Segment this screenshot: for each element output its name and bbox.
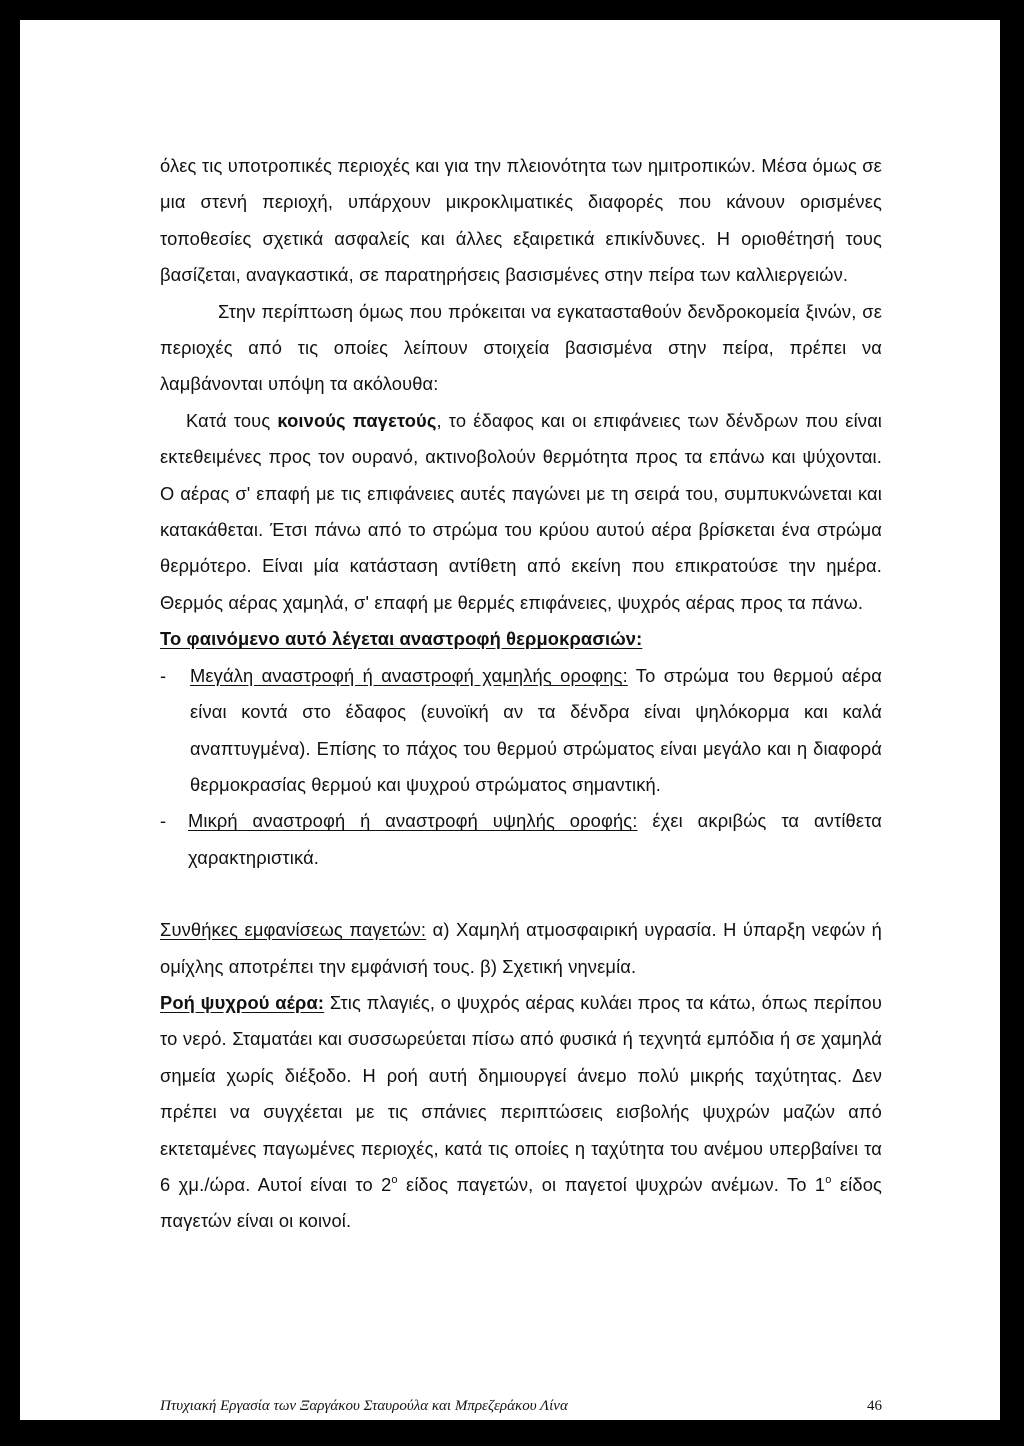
cold-air-flow-text-2: είδος παγετών, οι παγετοί ψυχρών ανέμων. Το 1: [397, 1173, 826, 1195]
paragraph-3-body: , το έδαφος και οι επιφάνειες των δένδρων που είναι εκτεθειμένες προς τον ουρανό, ακτινοβολούν θερμότητα προς τα επάνω και ψύχονται. Ο αέρας σ' επαφή με τις επιφάνειες αυτές παγώνει με τη σειρά του, συμπυκνώνεται και κατακάθεται. Έτσι πάνω από το στρώμα του κρύου αυτού αέρα βρίσκεται ένα στρώμα θερμότερο. Είναι μία κατάσταση αντίθετη από εκείνη που επικρατούσε την ημέρα. Θερμός αέρας χαμηλά, σ' επαφή με θερμές επιφάνειες, ψυχρός αέρας προς τα πάνω.: [160, 409, 883, 613]
paragraph-3: [160, 403, 882, 621]
bullet-item-2: [160, 803, 882, 876]
paragraph-gap: [160, 876, 882, 912]
superscript-o: ο: [391, 1173, 398, 1186]
bullet-dash: -: [160, 664, 167, 686]
body-text: [160, 148, 882, 1240]
cold-air-flow-text-1: Στις πλαγιές, ο ψυχρός αέρας κυλάει προς τα κάτω, όπως περίπου το νερό. Σταματάει και συσσωρεύεται πίσω από φυσικά ή τεχνητά εμπόδια ή σε χαμηλά σημεία χωρίς διέξοδο. Η ροή αυτή δημιουργεί άνεμο πολύ μικρής ταχύτητας. Δεν πρέπει να συγχέεται με τις σπάνιες περιπτώσεις εισβολής ψυχρών μαζών από εκτεταμένες παγωμένες περιοχές, κατά τις οποίες η ταχύτητα του ανέμου υπερβαίνει τα 6 χμ./ώρα. Αυτοί είναι το 2: [160, 991, 882, 1195]
document-page: [20, 20, 1000, 1420]
bullet-2-text: έχει ακριβώς τα αντίθετα χαρακτηριστικά.: [188, 810, 883, 868]
paragraph-cold-air-flow: [160, 985, 882, 1240]
cold-air-flow-text-3: είδος παγετών είναι οι κοινοί.: [160, 1173, 882, 1232]
bullet-2-label: Μικρή αναστροφή ή αναστροφή υψηλής οροφής:: [188, 810, 638, 832]
page-number: 46: [867, 1398, 882, 1414]
bullet-item-1: [160, 658, 882, 804]
common-frost-term: κοινούς παγετούς: [277, 409, 437, 431]
frost-conditions-text: α) Χαμηλή ατμοσφαιρική υγρασία. Η ύπαρξη νεφών ή ομίχλης αποτρέπει την εμφάνισή τους. β) Σχετική νηνεμία.: [160, 919, 882, 977]
bullet-1-text: Το στρώμα του θερμού αέρα είναι κοντά στο έδαφος (ευνοϊκή αν τα δένδρα είναι ψηλόκορμα και καλά αναπτυγμένα). Επίσης το πάχος του θερμού στρώματος είναι μεγάλο και η διαφορά θερμοκρασίας θερμού και ψυχρού στρώματος σημαντική.: [190, 664, 883, 795]
footer-thesis-credit: Πτυχιακή Εργασία των Ξαργάκου Σταυρούλα και Μπρεζεράκου Λίνα: [160, 1398, 568, 1414]
bullet-1-label: Μεγάλη αναστροφή ή αναστροφή χαμηλής οροφης:: [190, 664, 628, 686]
superscript-o: ο: [825, 1173, 832, 1186]
paragraph-frost-conditions: [160, 912, 882, 985]
page-footer: [160, 1398, 882, 1415]
frost-conditions-label: Συνθήκες εμφανίσεως παγετών:: [160, 919, 427, 941]
paragraph-2: Στην περίπτωση όμως που πρόκειται να εγκατασταθούν δενδροκομεία ξινών, σε περιοχές από τις οποίες λείπουν στοιχεία βασισμένα στην πείρα, πρέπει να λαμβάνονται υπόψη τα ακόλουθα:: [160, 300, 882, 395]
cold-air-flow-label: Ροή ψυχρού αέρα:: [160, 991, 325, 1013]
section-heading: Το φαινόμενο αυτό λέγεται αναστροφή θερμοκρασιών:: [160, 628, 643, 650]
bullet-dash: -: [160, 810, 167, 832]
paragraph-3-intro: Κατά τους: [186, 409, 278, 431]
paragraph-1: όλες τις υποτροπικές περιοχές και για την πλειονότητα των ημιτροπικών. Μέσα όμως σε μια στενή περιοχή, υπάρχουν μικροκλιματικές διαφορές που κάνουν ορισμένες τοποθεσίες σχετικά ασφαλείς και άλλες εξαιρετικά επικίνδυνες. Η οριοθέτησή τους βασίζεται, αναγκαστικά, σε παρατηρήσεις βασισμένες στην πείρα των καλλιεργειών.: [160, 155, 882, 286]
